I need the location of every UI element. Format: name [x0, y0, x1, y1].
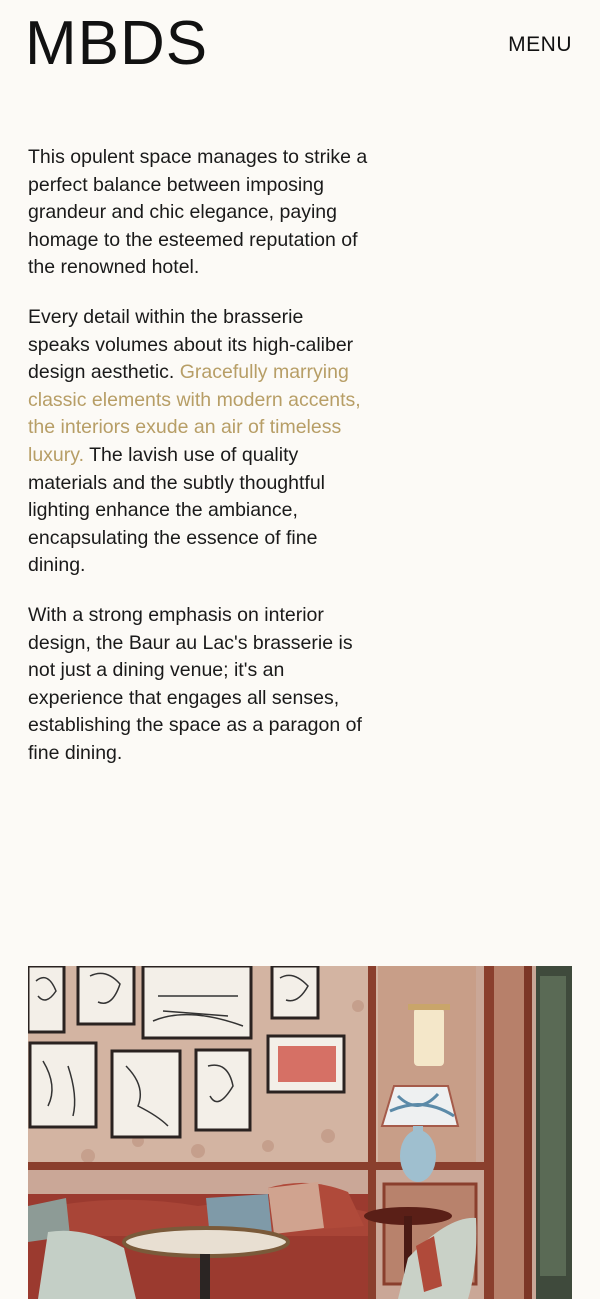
site-logo[interactable]: MBDS — [25, 9, 209, 78]
interior-photo — [28, 966, 572, 1299]
menu-button[interactable]: MENU — [508, 33, 572, 56]
paragraph-1: This opulent space manages to strike a perfect balance between imposing grandeur and chic elegance, paying homage to the esteemed reputation of the renowned hotel. — [28, 146, 368, 279]
highlighted-text: Gracefully marrying classic elements with modern accents, the interiors exude an air of timeless luxury. — [28, 361, 361, 466]
paragraph-2 — [28, 304, 368, 580]
article-body — [28, 144, 368, 789]
paragraph-2-start: Every detail within the brasserie speaks volumes about its high-caliber design aesthetic. — [28, 305, 354, 384]
site-header — [0, 0, 600, 110]
paragraph-2-end: The lavish use of quality materials and the subtly thoughtful lighting enhance the ambiance, encapsulating the essence of fine dining. — [28, 443, 326, 577]
paragraph-3: With a strong emphasis on interior design, the Baur au Lac's brasserie is not just a dining venue; it's an experience that engages all senses, establishing the space as a paragon of fine dining. — [28, 603, 362, 764]
